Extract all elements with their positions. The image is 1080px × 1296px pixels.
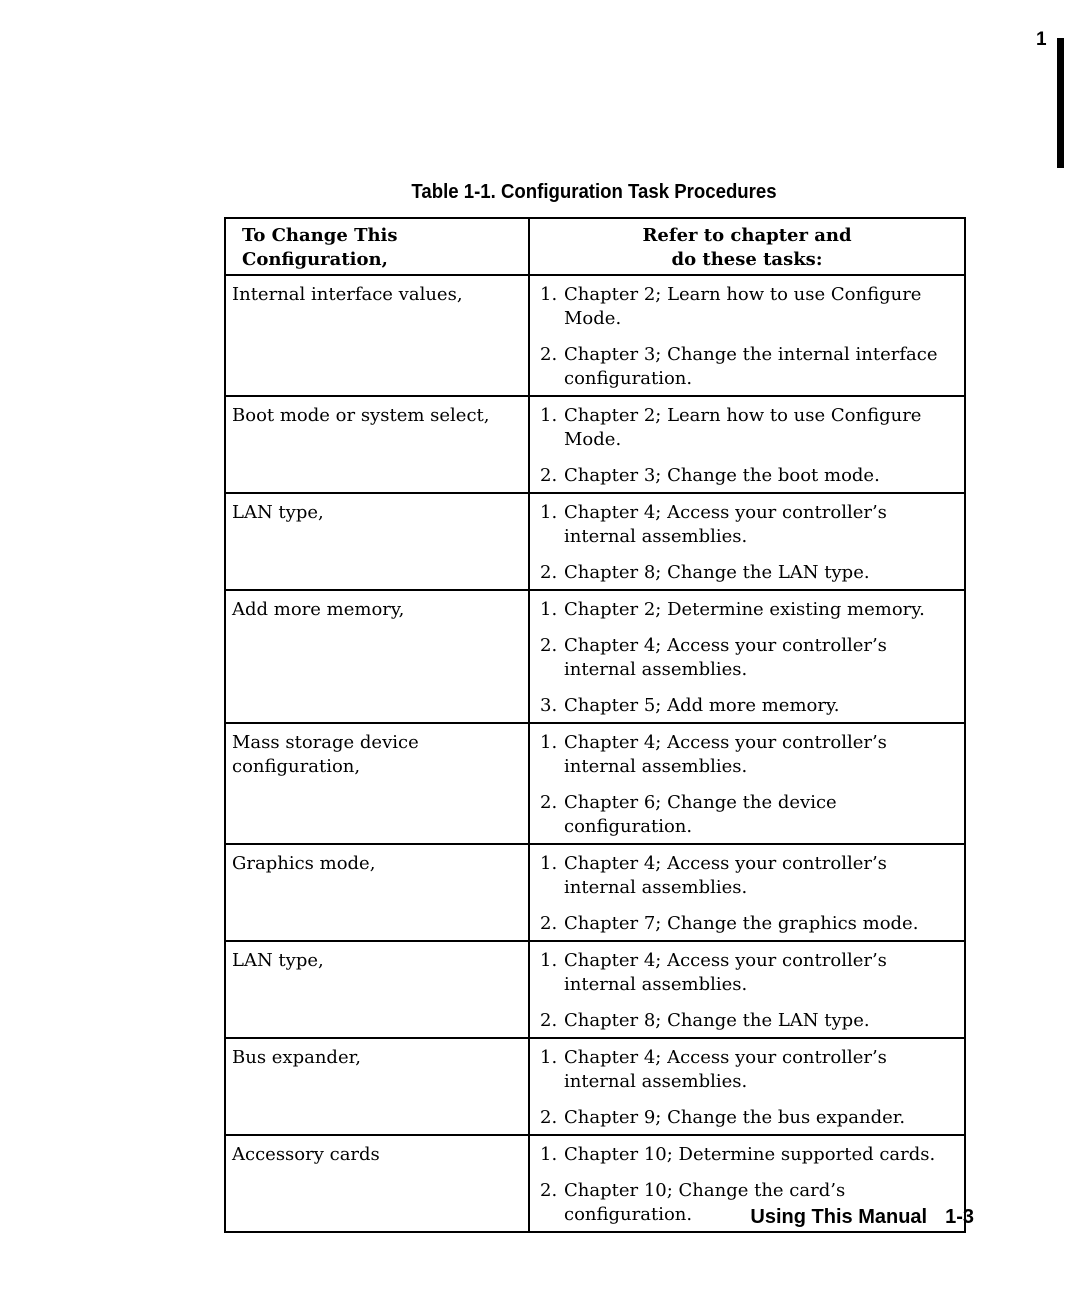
tasks-cell: [529, 493, 965, 590]
footer-page-number: 1-3: [945, 1206, 974, 1228]
task-text: Chapter 8; Change the LAN type.: [564, 1010, 870, 1031]
configuration-cell: LAN type,: [225, 493, 529, 590]
table-row: [225, 275, 965, 396]
tasks-cell: [529, 590, 965, 723]
task-text: Chapter 10; Determine supported cards.: [564, 1144, 936, 1165]
task-list: [540, 949, 958, 1033]
task-item: [540, 561, 958, 585]
task-number: 1.: [540, 950, 558, 971]
task-number: 2.: [540, 1107, 558, 1128]
task-text: Chapter 4; Access your controller’s internal assemblies.: [564, 1047, 887, 1092]
tasks-cell: [529, 723, 965, 844]
task-item: [540, 598, 958, 622]
chapter-tab-bar: [1057, 38, 1064, 168]
task-item: [540, 852, 958, 900]
tasks-cell: [529, 941, 965, 1038]
task-text: Chapter 5; Add more memory.: [564, 695, 840, 716]
task-item: [540, 694, 958, 718]
task-number: 1.: [540, 599, 558, 620]
configuration-cell: Mass storage device configuration,: [225, 723, 529, 844]
table-row: [225, 844, 965, 941]
table-row: [225, 723, 965, 844]
task-number: 2.: [540, 913, 558, 934]
task-number: 1.: [540, 502, 558, 523]
task-item: [540, 1046, 958, 1094]
task-item: [540, 912, 958, 936]
table-row: [225, 396, 965, 493]
configuration-cell: Bus expander,: [225, 1038, 529, 1135]
task-list: [540, 404, 958, 488]
header-tasks-line-2: do these tasks:: [671, 249, 823, 270]
task-list: [540, 501, 958, 585]
table-row: [225, 941, 965, 1038]
header-configuration: To Change This Configuration,: [225, 218, 529, 275]
configuration-cell: Accessory cards: [225, 1135, 529, 1232]
task-text: Chapter 2; Learn how to use Configure Mode.: [564, 405, 922, 450]
task-number: 1.: [540, 732, 558, 753]
task-number: 2.: [540, 1180, 558, 1201]
configuration-task-table: [224, 217, 966, 1233]
task-text: Chapter 8; Change the LAN type.: [564, 562, 870, 583]
configuration-cell: LAN type,: [225, 941, 529, 1038]
tasks-cell: [529, 844, 965, 941]
task-list: [540, 852, 958, 936]
table-row: [225, 1038, 965, 1135]
task-number: 2.: [540, 792, 558, 813]
task-list: [540, 731, 958, 839]
task-item: [540, 404, 958, 452]
task-text: Chapter 2; Learn how to use Configure Mode.: [564, 284, 922, 329]
task-item: [540, 283, 958, 331]
task-number: 1.: [540, 405, 558, 426]
task-number: 1.: [540, 853, 558, 874]
table-row: [225, 590, 965, 723]
task-number: 2.: [540, 1010, 558, 1031]
table-row: [225, 493, 965, 590]
task-item: [540, 464, 958, 488]
task-text: Chapter 3; Change the boot mode.: [564, 465, 880, 486]
tasks-cell: [529, 275, 965, 396]
task-text: Chapter 7; Change the graphics mode.: [564, 913, 919, 934]
task-item: [540, 1106, 958, 1130]
table-header-row: [225, 218, 965, 275]
tasks-cell: [529, 396, 965, 493]
task-number: 2.: [540, 465, 558, 486]
task-item: [540, 1143, 958, 1167]
task-number: 1.: [540, 284, 558, 305]
task-number: 2.: [540, 344, 558, 365]
task-text: Chapter 4; Access your controller’s internal assemblies.: [564, 853, 887, 898]
configuration-cell: Graphics mode,: [225, 844, 529, 941]
task-item: [540, 949, 958, 997]
task-number: 2.: [540, 635, 558, 656]
configuration-cell: Add more memory,: [225, 590, 529, 723]
page-footer: [750, 1206, 974, 1229]
task-item: [540, 634, 958, 682]
task-number: 2.: [540, 562, 558, 583]
task-text: Chapter 4; Access your controller’s internal assemblies.: [564, 502, 887, 547]
task-number: 1.: [540, 1144, 558, 1165]
table-title: Table 1-1. Configuration Task Procedures: [411, 181, 777, 203]
task-text: Chapter 4; Access your controller’s internal assemblies.: [564, 635, 887, 680]
task-text: Chapter 10; Change the card’s configuration.: [564, 1180, 846, 1225]
task-text: Chapter 4; Access your controller’s internal assemblies.: [564, 732, 887, 777]
task-list: [540, 283, 958, 391]
task-number: 1.: [540, 1047, 558, 1068]
task-item: [540, 343, 958, 391]
configuration-cell: Boot mode or system select,: [225, 396, 529, 493]
chapter-tab-number: 1: [1036, 29, 1047, 50]
tasks-cell: [529, 1038, 965, 1135]
task-list: [540, 598, 958, 718]
task-item: [540, 1009, 958, 1033]
task-text: Chapter 4; Access your controller’s internal assemblies.: [564, 950, 887, 995]
configuration-cell: Internal interface values,: [225, 275, 529, 396]
task-text: Chapter 3; Change the internal interface configuration.: [564, 344, 938, 389]
task-number: 3.: [540, 695, 558, 716]
task-list: [540, 1046, 958, 1130]
header-tasks-line-1: Refer to chapter and: [642, 225, 852, 246]
task-item: [540, 501, 958, 549]
task-text: Chapter 9; Change the bus expander.: [564, 1107, 906, 1128]
task-item: [540, 731, 958, 779]
table-body: [225, 275, 965, 1232]
footer-section-title: Using This Manual: [750, 1206, 928, 1228]
task-item: [540, 791, 958, 839]
task-text: Chapter 6; Change the device configuration.: [564, 792, 837, 837]
task-text: Chapter 2; Determine existing memory.: [564, 599, 925, 620]
header-tasks: [529, 218, 965, 275]
